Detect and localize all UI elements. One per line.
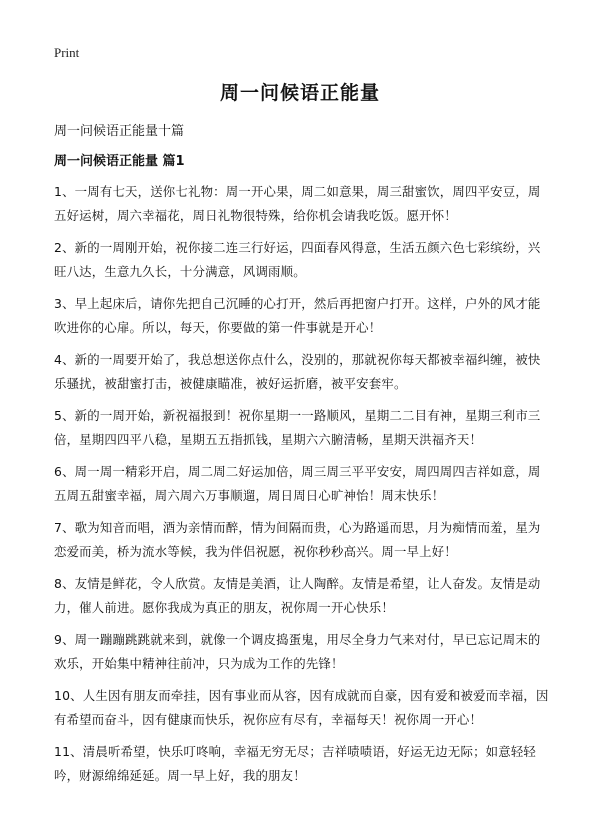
- greeting-paragraph: 5、新的一周开始，新祝福报到！祝你星期一一路顺风，星期二二目有神，星期三利市三倍，星期四四平八稳，星期五五指抓钱，星期六六腑清畅，星期天洪福齐天！: [54, 408, 541, 447]
- greeting-paragraph: 8、友情是鲜花，令人欣赏。友情是美酒，让人陶醉。友情是希望，让人奋发。友情是动力，催人前进。愿你我成为真正的朋友，祝你周一开心快乐！: [54, 576, 541, 615]
- greeting-list: [54, 180, 550, 796]
- greeting-paragraph: 1、一周有七天，送你七礼物：周一开心果，周二如意果，周三甜蜜饮，周四平安豆，周五好运树，周六幸福花，周日礼物很特殊，给你机会请我吃饭。愿开怀！: [54, 184, 541, 223]
- section-heading: 周一问候语正能量 篇1: [54, 154, 185, 169]
- greeting-paragraph: 2、新的一周刚开始，祝你接二连三行好运，四面春风得意，生活五颜六色七彩缤纷，兴旺八达，生意九久长，十分满意，风调雨顺。: [54, 240, 541, 279]
- greeting-paragraph: 9、周一蹦蹦跳跳就来到，就像一个调皮捣蛋鬼，用尽全身力气来对付，早已忘记周末的欢乐，开始集中精神往前冲，只为成为工作的先锋！: [54, 632, 541, 671]
- document-subtitle: 周一问候语正能量十篇: [54, 124, 185, 139]
- greeting-paragraph: 6、周一周一精彩开启，周二周二好运加倍，周三周三平平安安，周四周四吉祥如意，周五周五甜蜜幸福，周六周六万事顺遛，周日周日心旷神怡！周末快乐！: [54, 464, 541, 503]
- greeting-paragraph: 11、清晨听希望，快乐叮咚响，幸福无穷无尽；吉祥啧啧语，好运无边无际；如意轻轻吟，财源绵绵延延。周一早上好，我的朋友！: [54, 744, 537, 783]
- greeting-paragraph: 10、人生因有朋友而牵挂，因有事业而从容，因有成就而自豪，因有爱和被爱而幸福，因有希望而奋斗，因有健康而快乐，祝你应有尽有，幸福每天！祝你周一开心！: [54, 688, 549, 727]
- print-link[interactable]: Print: [54, 45, 80, 60]
- greeting-paragraph: 3、早上起床后，请你先把自己沉睡的心打开，然后再把窗户打开。这样，户外的风才能吹进你的心扉。所以，每天，你要做的第一件事就是开心！: [54, 296, 541, 335]
- greeting-paragraph: 4、新的一周要开始了，我总想送你点什么，没别的，那就祝你每天都被幸福纠缠，被快乐骚扰，被甜蜜打击，被健康瞄准，被好运折磨，被平安套牢。: [54, 352, 541, 391]
- page-title: 周一问候语正能量: [219, 82, 380, 104]
- greeting-paragraph: 7、歌为知音而唱，酒为亲情而醉，情为间隔而贵，心为路遥而思，月为痴情而羞，星为恋爱而美，桥为流水等候，我为伴侣祝愿，祝你秒秒高兴。周一早上好！: [54, 520, 541, 559]
